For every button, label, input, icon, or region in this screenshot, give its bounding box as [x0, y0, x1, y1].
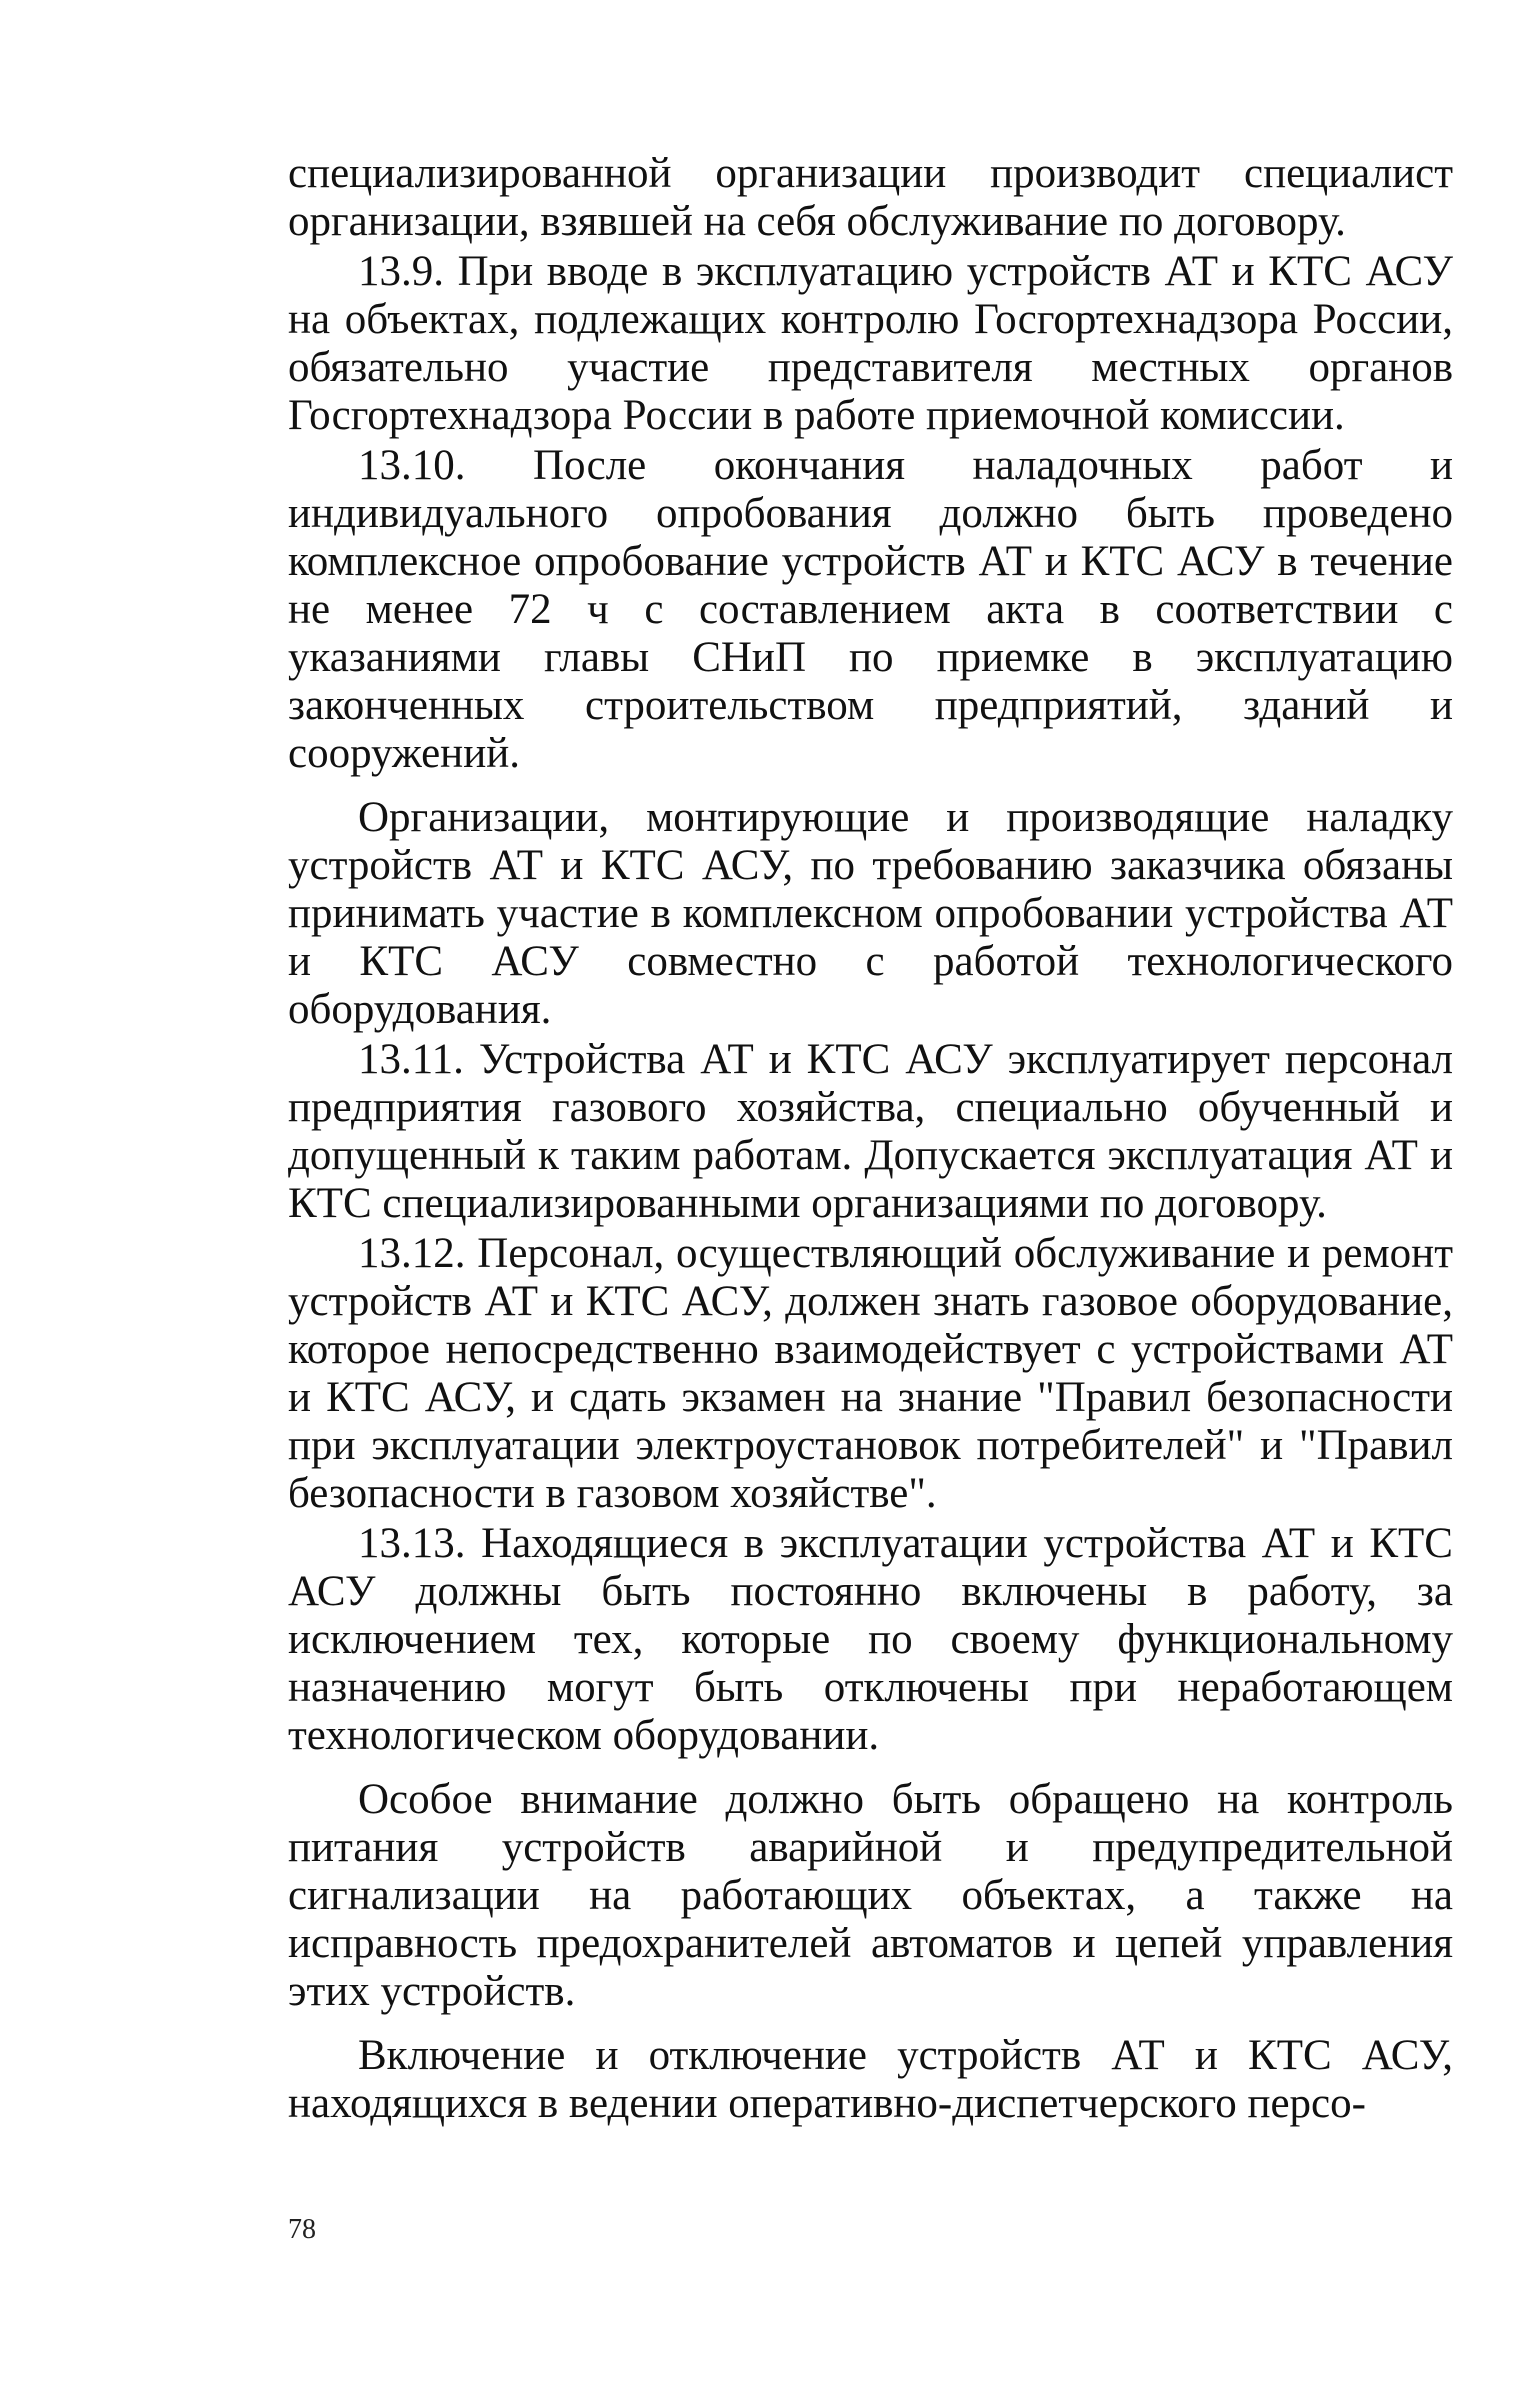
paragraph-switching: Включение и отключение устройств АТ и КТС АСУ, находящихся в ведении оперативно-диспетчерского персо-	[288, 2032, 1453, 2127]
page-number: 78	[288, 2214, 316, 2245]
body-text	[288, 150, 1453, 2130]
paragraph-13-12: 13.12. Персонал, осуществляющий обслуживание и ремонт устройств АТ и КТС АСУ, должен знать газовое оборудование, которое непосредственно взаимодействует с устройствами АТ и КТС АСУ, и сдать экзамен на знание "Правил безопасности при эксплуатации электроустановок потребителей" и "Правил безопасности в газовом хозяйстве".	[288, 1230, 1453, 1517]
paragraph-13-9: 13.9. При вводе в эксплуатацию устройств АТ и КТС АСУ на объектах, подлежащих контролю Госгортехнадзора России, обязательно участие представителя местных органов Госгортехнадзора России в работе приемочной комиссии.	[288, 248, 1453, 439]
paragraph-special-attention: Особое внимание должно быть обращено на контроль питания устройств аварийной и предупредительной сигнализации на работающих объектах, а также на исправность предохранителей автоматов и цепей управления этих устройств.	[288, 1776, 1453, 2015]
paragraph-13-10: 13.10. После окончания наладочных работ и индивидуального опробования должно быть проведено комплексное опробование устройств АТ и КТС АСУ в течение не менее 72 ч с составлением акта в соответствии с указаниями главы СНиП по приемке в эксплуатацию законченных строительством предприятий, зданий и сооружений.	[288, 442, 1453, 777]
paragraph-organizations: Организации, монтирующие и производящие наладку устройств АТ и КТС АСУ, по требованию заказчика обязаны принимать участие в комплексном опробовании устройства АТ и КТС АСУ совместно с работой технологического оборудования.	[288, 794, 1453, 1033]
paragraph-continuation: специализированной организации производит специалист организации, взявшей на себя обслуживание по договору.	[288, 150, 1453, 245]
paragraph-13-13: 13.13. Находящиеся в эксплуатации устройства АТ и КТС АСУ должны быть постоянно включены в работу, за исключением тех, которые по своему функциональному назначению могут быть отключены при неработающем технологическом оборудовании.	[288, 1520, 1453, 1759]
paragraph-13-11: 13.11. Устройства АТ и КТС АСУ эксплуатирует персонал предприятия газового хозяйства, специально обученный и допущенный к таким работам. Допускается эксплуатация АТ и КТС специализированными организациями по договору.	[288, 1036, 1453, 1227]
